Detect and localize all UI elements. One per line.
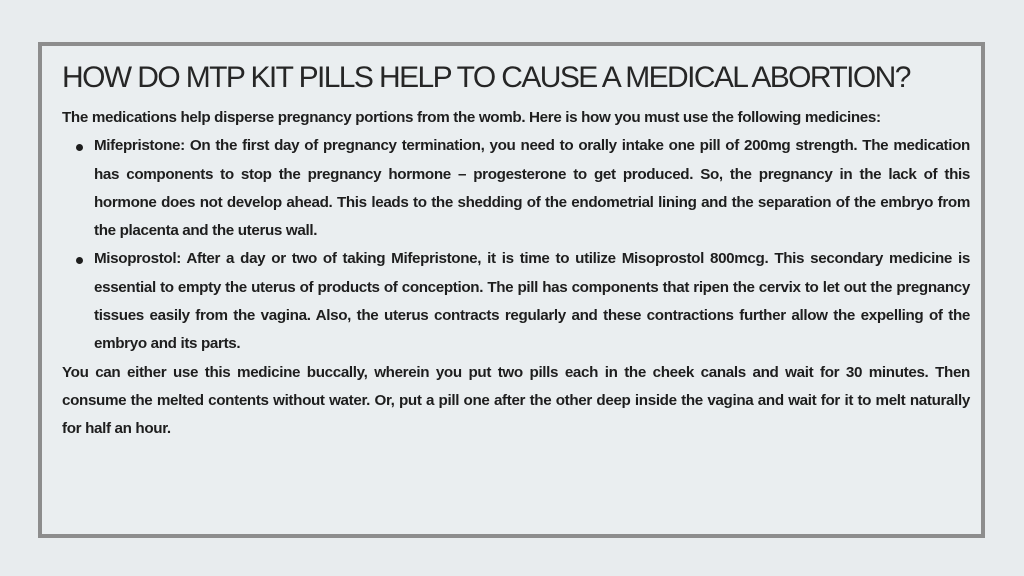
bullet-icon: [76, 257, 83, 264]
closing-paragraph: You can either use this medicine buccally, wherein you put two pills each in the cheek canals and wait for 30 minutes. Then consume the melted contents without water. Or, put a pill one after the other deep inside the vagina and wait for it to melt naturally for half an hour.: [62, 363, 970, 438]
slide-body: [62, 104, 970, 444]
list-item: [62, 245, 970, 358]
bullet-icon: [76, 144, 83, 151]
slide-title: HOW DO MTP KIT PILLS HELP TO CAUSE A MEDICAL ABORTION?: [62, 61, 910, 94]
medication-list: [62, 132, 970, 358]
bullet-text-misoprostol: Misoprostol: After a day or two of taking Mifepristone, it is time to utilize Misoprostol 800mcg. This secondary medicine is essential to empty the uterus of products of conception. The pill has components that ripen the cervix to let out the pregnancy tissues easily from the vagina. Also, the uterus contracts regularly and these contractions further allow the expelling of the embryo and its parts.: [94, 250, 970, 353]
bullet-text-mifepristone: Mifepristone: On the first day of pregnancy termination, you need to orally intake one pill of 200mg strength. The medication has components to stop the pregnancy hormone – progesterone to get produced. So, the pregnancy in the lack of this hormone does not develop ahead. This leads to the shedding of the endometrial lining and the separation of the embryo from the placenta and the uterus wall.: [94, 137, 970, 240]
list-item: [62, 132, 970, 245]
intro-paragraph: The medications help disperse pregnancy portions from the womb. Here is how you must use the following medicines:: [62, 109, 881, 126]
slide-frame: [38, 42, 985, 538]
